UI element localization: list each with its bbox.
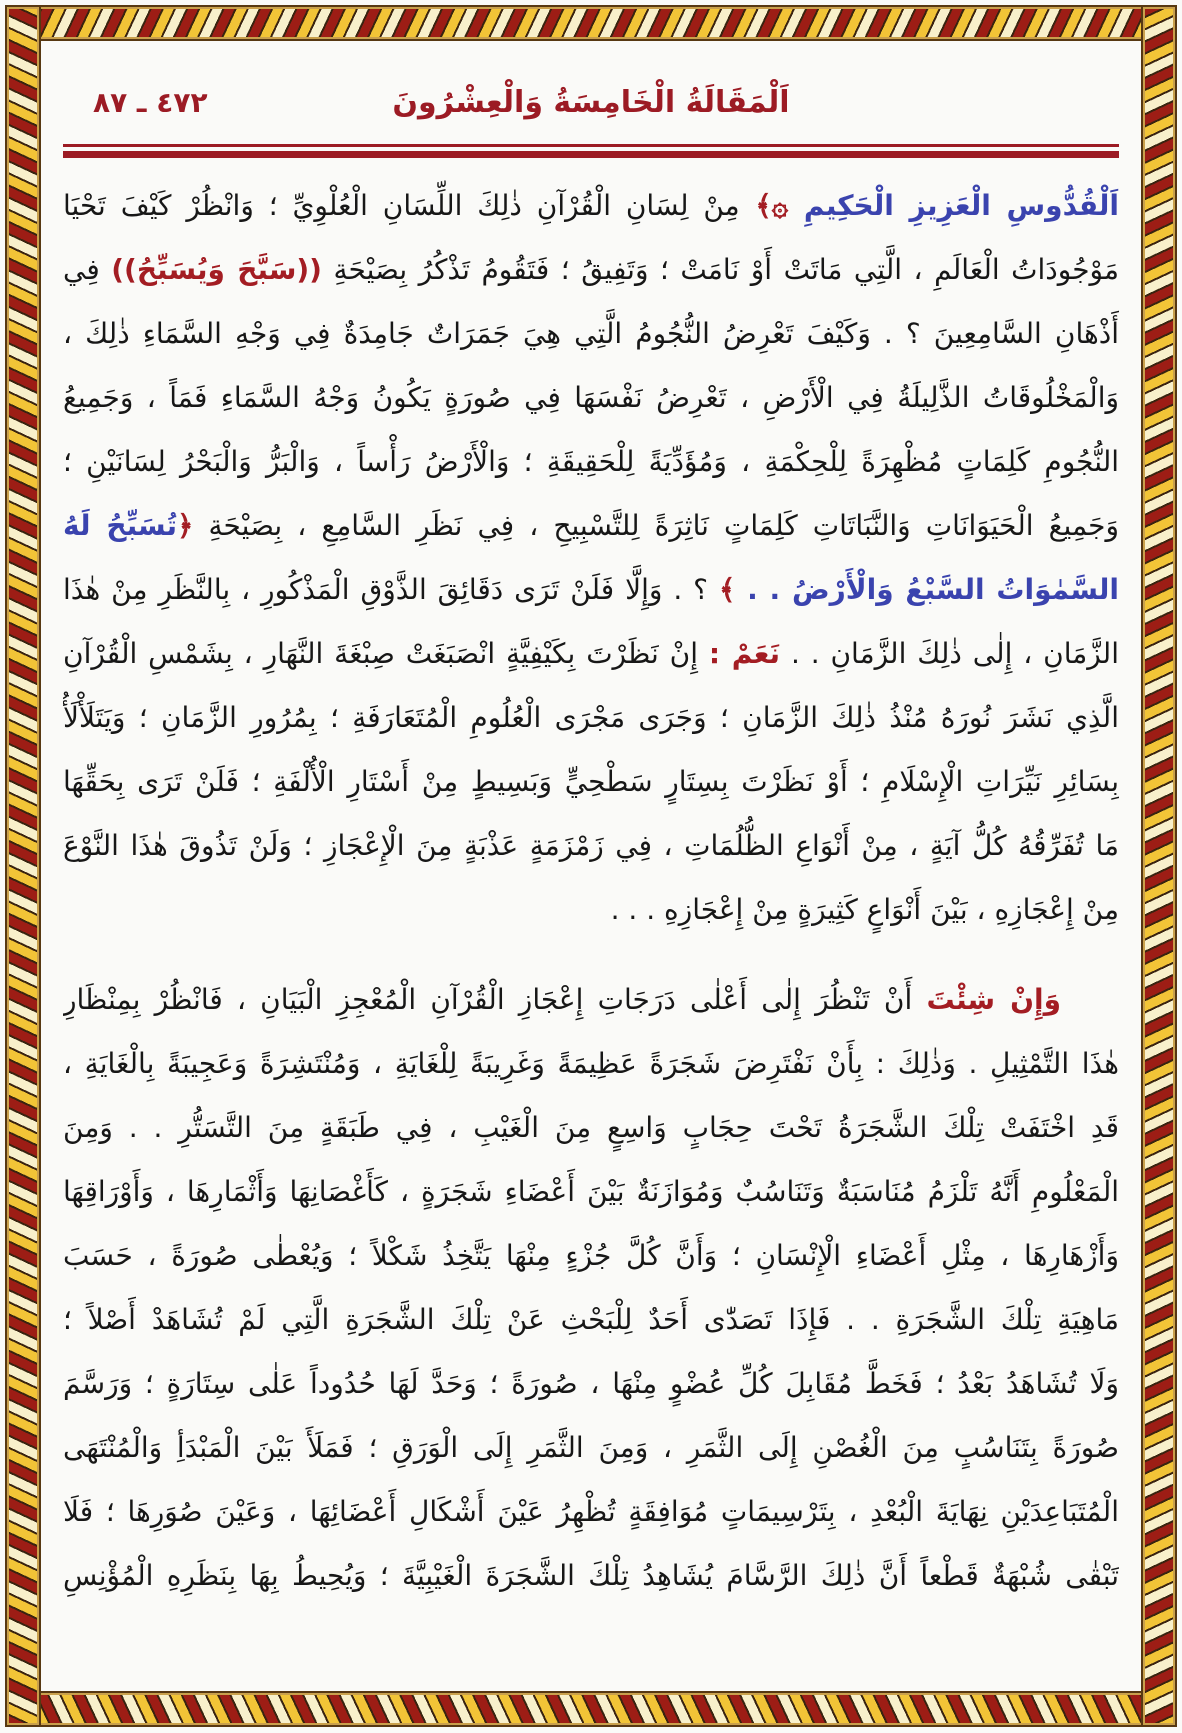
text-line	[63, 1032, 1119, 1096]
header-rule-thick	[63, 151, 1119, 158]
body-run: صُورَةً بِتَنَاسُبٍ مِنَ الْغُصْنِ إِلَى الثَّمَرِ ، وَمِنَ الثَّمَرِ إِلَى الْوَرَقِ ؛ فَمَلَأَ بَيْنَ الْمَبْدَأِ وَالْمُنْتَهَى	[63, 1431, 1119, 1464]
text-line	[63, 1160, 1119, 1224]
text-line	[63, 174, 1119, 238]
paragraph	[63, 968, 1119, 1608]
body-run: هٰذَا التَّمْثِيلِ . وَذٰلِكَ : بِأَنْ نَفْتَرِضَ شَجَرَةً عَظِيمَةً وَغَرِيبَةً لِلْغَايَةِ ، وَمُنْتَشِرَةً وَعَجِيبَةً بِالْغَايَةِ ،	[63, 1047, 1119, 1080]
ornamental-border-top	[5, 5, 1177, 41]
text-line	[63, 1224, 1119, 1288]
body-run: إِنْ نَظَرْتَ بِكَيْفِيَّةٍ انْصَبَغَتْ صِبْغَةَ النَّهَارِ ، بِشَمْسِ الْقُرْآنِ	[63, 637, 709, 670]
highlight-run: نَعَمْ :	[708, 637, 781, 670]
quran-quote-run: اَلْقُدُّوسِ الْعَزِيزِ الْحَكِيمِ	[803, 189, 1119, 222]
page-header	[63, 74, 1119, 136]
text-line	[63, 750, 1119, 814]
text-line	[63, 494, 1119, 558]
text-line	[63, 238, 1119, 302]
body-run: وَالْمَخْلُوقَاتُ الذَّلِيلَةُ فِي الْأَرْضِ ، تَعْرِضُ نَفْسَهَا فِي صُورَةٍ يَكُونُ وَجْهُ السَّمَاءِ فَمَاً ، وَجَمِيعُ	[63, 381, 1119, 414]
text-line	[63, 1416, 1119, 1480]
body-run: أَنْ تَنْظُرَ إِلٰى أَعْلٰى دَرَجَاتِ إِعْجَازِ الْقُرْآنِ الْمُعْجِزِ الْبَيَانِ ، فَانْظُرْ بِمِنْظَارِ	[63, 983, 927, 1016]
text-line	[63, 558, 1119, 622]
text-line	[63, 1544, 1119, 1608]
body-run: الْمُتَبَاعِدَيْنِ نِهَايَةَ الْبُعْدِ ، بِتَرْسِيمَاتٍ مُوَافِقَةٍ تُظْهِرُ عَيْنَ أَشْكَالِ أَعْضَائِهَا ، وَعَيْنَ صُوَرِهَا ؛ فَلَا	[63, 1495, 1119, 1528]
header-rule-thin	[63, 144, 1119, 147]
body-run: قَدِ اخْتَفَتْ تِلْكَ الشَّجَرَةُ تَحْتَ حِجَابٍ وَاسِعٍ مِنَ الْغَيْبِ ، فِي طَبَقَةٍ مِنَ التَّسَتُّرِ . . وَمِنَ	[63, 1111, 1119, 1144]
highlight-run: ﴾	[718, 573, 748, 606]
quran-quote-run: السَّمٰوَاتُ السَّبْعُ وَالْأَرْضُ . .	[747, 573, 1119, 606]
page-content	[63, 74, 1119, 1608]
text-line	[63, 1288, 1119, 1352]
ornamental-border-bottom	[5, 1691, 1177, 1727]
text-line	[63, 366, 1119, 430]
body-run: مِنْ لِسَانِ الْقُرْآنِ ذٰلِكَ اللِّسَانِ الْعُلْوِيِّ ؛ وَانْظُرْ كَيْفَ تَحْيَا	[63, 189, 740, 222]
highlight-run: ﴿	[177, 509, 194, 542]
body-run: الْمَعْلُومِ أَنَّهُ تَلْزَمُ مُنَاسَبَةٌ وَتَنَاسُبٌ وَمُوَازَنَةٌ بَيْنَ أَعْضَاءِ شَجَرَةٍ ، كَأَغْصَانِهَا وَأَثْمَارِهَا ، وَأَوْرَاقِهَا	[63, 1175, 1119, 1208]
highlight-run: ((سَبَّحَ وَيُسَبِّحُ))	[111, 253, 322, 286]
body-run: فِي	[63, 253, 112, 286]
body-run: ؟ . وَإِلَّا فَلَنْ تَرَى دَقَائِقَ الذَّوْقِ الْمَذْكُورِ ، بِالنَّظَرِ مِنْ هٰذَا	[63, 573, 719, 606]
page-numbers: ٤٧٢ ـ ٨٧	[93, 86, 208, 119]
body-text	[63, 174, 1119, 1608]
body-run: مِنْ إِعْجَازِهِ ، بَيْنَ أَنْوَاعٍ كَثِيرَةٍ مِنْ إِعْجَازِهِ . . .	[610, 893, 1119, 926]
text-line	[63, 878, 1119, 942]
body-run: النُّجُومِ كَلِمَاتٍ مُظْهِرَةً لِلْحِكْمَةِ ، وَمُؤَدِّيَةً لِلْحَقِيقَةِ ؛ وَالْأَرْضُ رَأْساً ، وَالْبَرُّ وَالْبَحْرُ لِسَانَيْنِ ؛	[63, 445, 1119, 478]
body-run: مَا تُفَرِّقُهُ كُلُّ آيَةٍ ، مِنْ أَنْوَاعِ الظُّلُمَاتِ ، فِي زَمْزَمَةٍ عَذْبَةٍ مِنَ الْإِعْجَازِ ؛ وَلَنْ تَذُوقَ هٰذَا النَّوْعَ	[63, 829, 1119, 862]
body-run: الزَّمَانِ ، إِلٰى ذٰلِكَ الزَّمَانِ . .	[780, 637, 1119, 670]
body-run: مَاهِيَةِ تِلْكَ الشَّجَرَةِ . . فَإِذَا تَصَدّٰى أَحَدٌ لِلْبَحْثِ عَنْ تِلْكَ الشَّجَرَةِ الَّتِي لَمْ تُشَاهَدْ أَصْلاً ؛	[63, 1303, 1119, 1336]
paragraph	[63, 174, 1119, 942]
body-run: مَوْجُودَاتُ الْعَالَمِ ، الَّتِي مَاتَتْ أَوْ نَامَتْ ؛ وَتَفِيقُ ؛ فَتَقُومُ تَذْكُرُ بِصَيْحَةِ	[321, 253, 1119, 286]
highlight-run: وَإِنْ شِئْتَ	[926, 983, 1061, 1016]
text-line	[63, 1480, 1119, 1544]
text-line	[63, 968, 1119, 1032]
text-line	[63, 686, 1119, 750]
body-run: وَأَزْهَارِهَا ، مِثْلِ أَعْضَاءِ الْإِنْسَانِ ؛ وَأَنَّ كُلَّ جُزْءٍ مِنْهَا يَتَّخِذُ شَكْلاً ؛ وَيُعْطٰى صُورَةً ، حَسَبَ	[63, 1239, 1119, 1272]
body-run: أَذْهَانِ السَّامِعِينَ ؟ . وَكَيْفَ تَعْرِضُ النُّجُومُ الَّتِي هِيَ جَمَرَاتٌ جَامِدَةٌ فِي وَجْهِ السَّمَاءِ ذٰلِكَ ،	[63, 317, 1119, 350]
text-line	[63, 1096, 1119, 1160]
text-line	[63, 302, 1119, 366]
ornamental-border-left	[5, 5, 41, 1727]
quran-quote-run: تُسَبِّحُ لَهُ	[63, 509, 178, 542]
body-run: وَلَا تُشَاهَدُ بَعْدُ ؛ فَخَطَّ مُقَابِلَ كُلِّ عُضْوٍ مِنْهَا ، صُورَةً ؛ وَحَدَّ لَهَا حُدُوداً عَلٰى سِتَارَةٍ ؛ وَرَسَّمَ	[63, 1367, 1119, 1400]
text-line	[63, 814, 1119, 878]
body-run: تَبْقٰى شُبْهَةٌ قَطْعاً أَنَّ ذٰلِكَ الرَّسَّامَ يُشَاهِدُ تِلْكَ الشَّجَرَةَ الْغَيْبِيَّةَ ؛ وَيُحِيطُ بِهَا بِنَظَرِهِ الْمُؤْنِسِ	[63, 1559, 1119, 1592]
body-run: وَجَمِيعُ الْحَيَوَانَاتِ وَالنَّبَاتَاتِ كَلِمَاتٍ نَاثِرَةً لِلتَّسْبِيحِ ، فِي نَظَرِ السَّامِعِ ، بِصَيْحَةِ	[193, 509, 1119, 542]
ornamental-border-right	[1141, 5, 1177, 1727]
text-line	[63, 622, 1119, 686]
text-line	[63, 1352, 1119, 1416]
page-title: اَلْمَقَالَةُ الْخَامِسَةُ وَالْعِشْرُونَ	[392, 85, 790, 120]
text-line	[63, 430, 1119, 494]
body-run: الَّذِي نَشَرَ نُورَهُ مُنْذُ ذٰلِكَ الزَّمَانِ ؛ وَجَرَى مَجْرَى الْعُلُومِ الْمُتَعَارَفَةِ ؛ بِمُرُورِ الزَّمَانِ ؛ وَيَتَلَأْلَأُ	[63, 701, 1119, 734]
highlight-run: ۞﴾	[739, 189, 804, 222]
body-run: بِسَائِرِ نَيِّرَاتِ الْإِسْلَامِ ؛ أَوْ نَظَرْتَ بِسِتَارٍ سَطْحِيٍّ وَبَسِيطٍ مِنْ أَسْتَارِ الْأُلْفَةِ ؛ فَلَنْ تَرَى بِحَقِّهَا	[63, 765, 1119, 798]
